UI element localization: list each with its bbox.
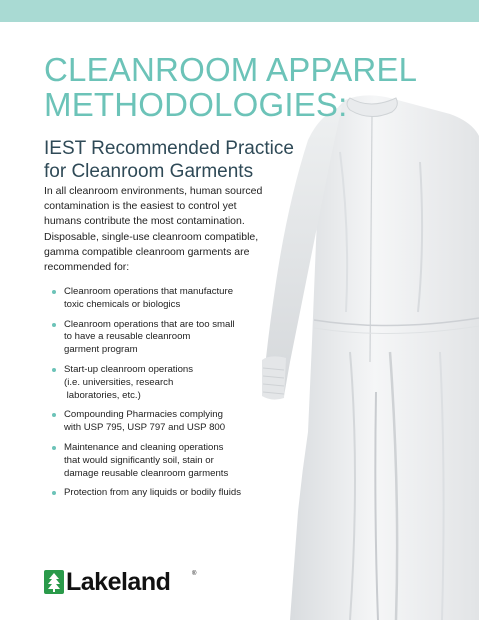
list-item-line: that would significantly soil, stain or: [64, 454, 214, 466]
page-title: [44, 52, 464, 122]
list-item-line: Start-up cleanroom operations: [64, 363, 194, 375]
list-item-line: to have a reusable cleanroom: [64, 331, 191, 343]
list-item: [50, 364, 270, 402]
intro-line: contamination is the easiest to control yet: [44, 200, 237, 213]
bullet-dot-icon: [52, 446, 56, 450]
list-item-line: with USP 795, USP 797 and USP 800: [64, 422, 226, 434]
list-item-line: Maintenance and cleaning operations: [64, 441, 224, 453]
top-color-band: [0, 0, 479, 22]
list-item: [50, 487, 270, 500]
intro-line: In all cleanroom environments, human sourced: [44, 185, 263, 197]
list-item-line: damage reusable cleanroom garments: [64, 467, 229, 479]
section-subtitle: [44, 137, 304, 183]
list-item-line: Cleanroom operations that manufacture: [64, 286, 234, 297]
bullet-dot-icon: [52, 413, 56, 417]
list-item-line: Protection from any liquids or bodily fluids: [64, 487, 242, 499]
intro-line: Disposable, single-use cleanroom compatible,: [44, 230, 259, 243]
list-item: [50, 319, 270, 357]
bullet-dot-icon: [52, 368, 56, 372]
intro-line: humans contribute the most contamination.: [44, 215, 245, 228]
recommendation-list: [50, 286, 270, 507]
list-item-line: garment program: [64, 344, 138, 356]
subtitle-line: IEST Recommended Practice: [44, 138, 294, 159]
list-item: [50, 409, 270, 435]
list-item-line: Cleanroom operations that are too small: [64, 318, 235, 330]
title-line: METHODOLOGIES:: [44, 86, 348, 123]
bullet-dot-icon: [52, 323, 56, 327]
logo-wordmark: Lakeland: [66, 568, 171, 596]
title-line: CLEANROOM APPAREL: [44, 51, 418, 88]
list-item: [50, 442, 270, 480]
registered-mark: ®: [192, 571, 197, 577]
bullet-dot-icon: [52, 491, 56, 495]
intro-line: gamma compatible cleanroom garments are: [44, 245, 250, 258]
list-item-line: toxic chemicals or biologics: [64, 298, 181, 310]
subtitle-line: for Cleanroom Garments: [44, 161, 254, 182]
list-item-line: Compounding Pharmacies complying: [64, 409, 223, 421]
lakeland-logo: [44, 568, 204, 596]
intro-line: recommended for:: [44, 261, 130, 274]
list-item-line: laboratories, etc.): [64, 389, 141, 401]
list-item-line: (i.e. universities, research: [64, 376, 174, 388]
intro-paragraph: [44, 184, 284, 275]
list-item: [50, 286, 270, 312]
lakeland-logo-icon: [44, 570, 64, 594]
bullet-dot-icon: [52, 290, 56, 294]
